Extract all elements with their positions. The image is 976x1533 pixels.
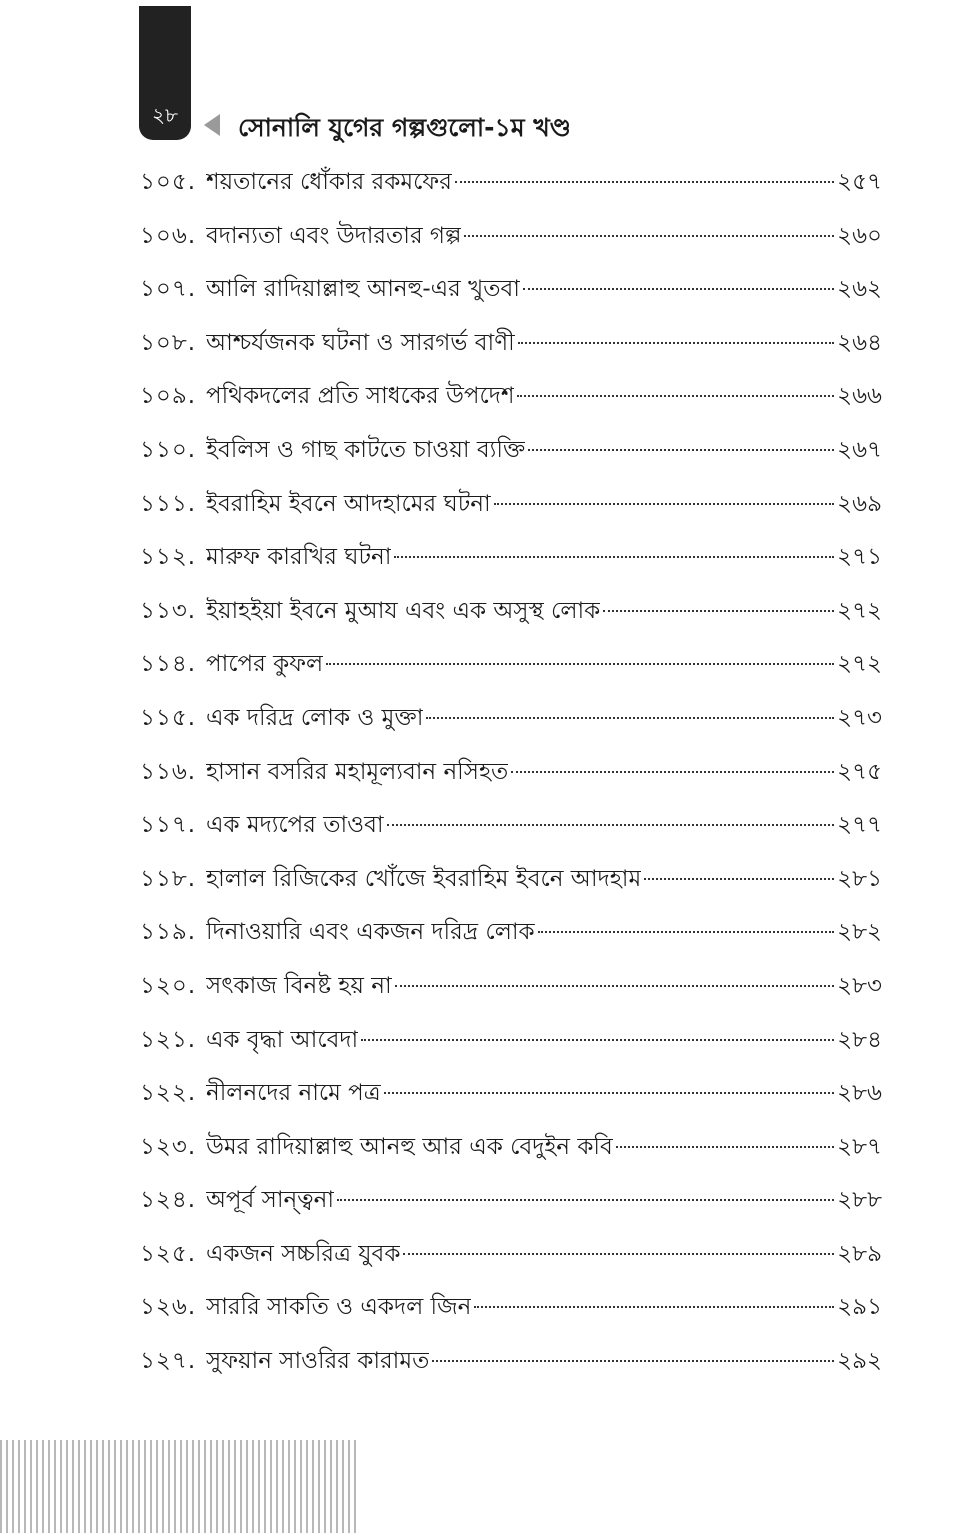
toc-entry[interactable] [140,1335,882,1389]
toc-entry-number: ১২০. [140,972,197,999]
toc-entry[interactable] [140,156,882,210]
dot-leader [455,181,834,183]
toc-entry[interactable] [140,746,882,800]
toc-entry-title: শয়তানের ধোঁকার রকমফের [206,169,452,195]
toc-entry[interactable] [140,424,882,478]
toc-entry-page: ২৬০ [837,222,882,249]
toc-entry-number: ১২৬. [140,1294,197,1321]
toc-entry[interactable] [140,1174,882,1228]
decorative-stripes [0,1440,356,1533]
toc-entry-number: ১২২. [140,1080,197,1107]
toc-entry-number: ১২৩. [140,1133,197,1160]
toc-entry-page: ২৮৭ [837,1133,882,1160]
toc-entry-title: নীলনদের নামে পত্র [206,1080,381,1107]
toc-entry-number: ১২১. [140,1026,197,1053]
toc-entry[interactable] [140,585,882,639]
toc-entry[interactable] [140,1281,882,1335]
toc-entry-title: ইবলিস ও গাছ কাটতে চাওয়া ব্যক্তি [206,436,526,463]
toc-entry-title: পাপের কুফল [206,651,324,678]
toc-entry-page: ২৮৬ [837,1080,882,1107]
toc-entry[interactable] [140,906,882,960]
dot-leader [494,503,835,505]
dot-leader [394,556,834,558]
toc-entry-page: ২৬৬ [837,383,882,410]
toc-entry[interactable] [140,692,882,746]
toc-entry-number: ১১৬. [140,758,197,785]
table-of-contents [140,156,882,1389]
toc-entry-number: ১১৭. [140,812,197,839]
toc-entry-title: উমর রাদিয়াল্লাহু আনহু আর এক বেদুইন কবি [206,1133,613,1160]
toc-entry-title: সৎকাজ বিনষ্ট হয় না [206,972,392,999]
toc-entry-page: ২৯২ [837,1348,882,1375]
toc-entry-page: ২৮২ [837,919,882,946]
toc-entry[interactable] [140,263,882,317]
toc-entry-title: এক দরিদ্র লোক ও মুক্তা [206,704,424,731]
toc-entry-page: ২৭২ [837,597,882,624]
toc-entry-title: আশ্চর্যজনক ঘটনা ও সারগর্ভ বাণী [206,329,515,356]
toc-entry[interactable] [140,1014,882,1068]
toc-entry-number: ১০৬. [140,222,197,249]
toc-entry-number: ১০৭. [140,276,197,303]
toc-entry[interactable] [140,1228,882,1282]
toc-entry[interactable] [140,317,882,371]
toc-entry-page: ২৭৫ [837,758,882,785]
toc-entry-title: আলি রাদিয়াল্লাহু আনহু-এর খুতবা [206,276,520,303]
dot-leader [387,824,835,826]
toc-entry[interactable] [140,1067,882,1121]
toc-entry-title: একজন সচ্চরিত্র যুবক [206,1240,401,1267]
dot-leader [432,1360,834,1362]
toc-entry-title: ইবরাহিম ইবনে আদহামের ঘটনা [206,490,491,517]
toc-entry-page: ২৭৩ [837,704,882,731]
dot-leader [603,610,834,612]
toc-entry-title: এক বৃদ্ধা আবেদা [206,1026,359,1053]
dot-leader [523,288,834,290]
toc-entry-title: দিনাওয়ারি এবং একজন দরিদ্র লোক [206,919,535,946]
toc-entry-title: পথিকদলের প্রতি সাধকের উপদেশ [206,383,515,410]
dot-leader [464,235,834,237]
toc-entry-page: ২৮৪ [837,1026,882,1053]
toc-entry-number: ১১১. [140,490,197,517]
toc-entry-title: বদান্যতা এবং উদারতার গল্প [206,222,462,249]
toc-entry-title: মারুফ কারখির ঘটনা [206,544,392,571]
dot-leader [474,1306,834,1308]
toc-entry-number: ১২৭. [140,1348,197,1375]
toc-entry-title: সুফয়ান সাওরির কারামত [206,1348,430,1375]
dot-leader [403,1253,834,1255]
dot-leader [395,985,834,987]
toc-entry-number: ১১২. [140,544,197,571]
toc-entry-number: ১১৫. [140,704,197,731]
toc-entry-number: ১০৯. [140,383,197,410]
toc-entry-number: ১২৪. [140,1187,197,1214]
toc-entry-title: হাসান বসরির মহামূল্যবান নসিহত [206,758,509,785]
toc-entry-title: সাররি সাকতি ও একদল জিন [206,1294,472,1321]
dot-leader [337,1199,834,1201]
toc-entry-title: হালাল রিজিকের খোঁজে ইবরাহিম ইবনে আদহাম [206,865,642,892]
dot-leader [511,771,834,773]
dot-leader [326,663,834,665]
toc-entry-page: ২৮৯ [837,1240,882,1267]
toc-entry-page: ২৮৩ [837,972,882,999]
toc-entry-page: ২৭১ [837,544,882,571]
dot-leader [517,395,834,397]
toc-entry-page: ২৬৪ [837,329,882,356]
toc-entry-number: ১১৩. [140,597,197,624]
toc-entry-number: ১০৫. [140,169,197,195]
toc-entry[interactable] [140,853,882,907]
toc-entry[interactable] [140,799,882,853]
triangle-left-icon [204,114,220,136]
toc-entry[interactable] [140,478,882,532]
dot-leader [528,449,834,451]
toc-entry[interactable] [140,638,882,692]
toc-entry-number: ১০৮. [140,329,197,356]
toc-entry-page: ২৬৭ [837,436,882,463]
dot-leader [361,1039,834,1041]
toc-entry-number: ১১৪. [140,651,197,678]
toc-entry[interactable] [140,1121,882,1175]
dot-leader [538,931,835,933]
toc-entry-title: এক মদ্যপের তাওবা [206,812,384,839]
toc-entry-number: ১১৮. [140,865,197,892]
toc-entry-number: ১১০. [140,436,197,463]
toc-entry-page: ২৭৭ [837,812,882,839]
toc-entry[interactable] [140,960,882,1014]
dot-leader [426,717,834,719]
book-title: সোনালি যুগের গল্পগুলো-১ম খণ্ড [238,113,571,142]
toc-entry-page: ২৮৮ [837,1187,882,1214]
dot-leader [518,342,834,344]
toc-entry-page: ২৬৯ [837,490,882,517]
toc-entry[interactable] [140,370,882,424]
page-number-tab [139,6,191,140]
toc-entry[interactable] [140,210,882,264]
page-number: ২৮ [152,103,178,127]
dot-leader [644,878,834,880]
toc-entry-number: ১১৯. [140,919,197,946]
toc-entry-number: ১২৫. [140,1240,197,1267]
toc-entry[interactable] [140,531,882,585]
toc-entry-title: ইয়াহইয়া ইবনে মুআয এবং এক অসুস্থ লোক [206,597,601,624]
dot-leader [616,1146,834,1148]
toc-entry-title: অপূর্ব সান্ত্বনা [206,1187,334,1214]
toc-entry-page: ২৬২ [837,276,882,303]
dot-leader [384,1092,834,1094]
toc-entry-page: ২৫৭ [837,169,882,195]
toc-entry-page: ২৭২ [837,651,882,678]
toc-entry-page: ২৯১ [837,1294,882,1321]
toc-entry-page: ২৮১ [837,865,882,892]
